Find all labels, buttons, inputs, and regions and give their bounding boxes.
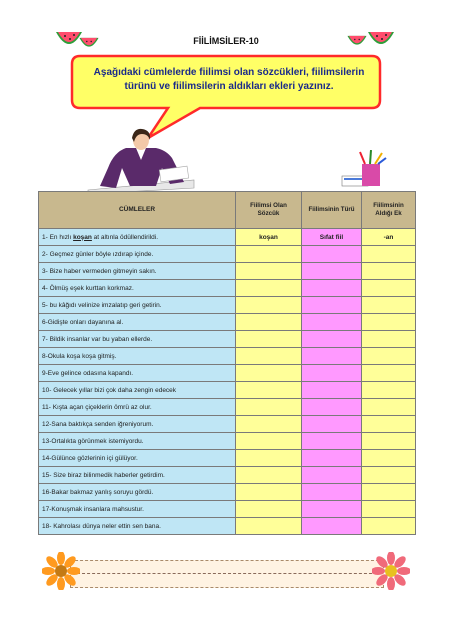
sentence-cell: 12-Sana baktıkça senden iğreniyorum. [39, 416, 236, 433]
word-answer-cell[interactable] [236, 467, 302, 484]
pencil-cup-icon [340, 150, 388, 190]
type-answer-cell[interactable] [302, 348, 362, 365]
table-row [39, 399, 416, 416]
teacher-illustration [86, 128, 196, 194]
suffix-answer-cell[interactable] [362, 314, 416, 331]
sentence-cell: 15- Size biraz bilinmedik haberler getirdim. [39, 467, 236, 484]
word-answer-cell[interactable] [236, 484, 302, 501]
sentence-cell: 6-Gidişte onları dayanına al. [39, 314, 236, 331]
table-row [39, 365, 416, 382]
word-answer-cell[interactable] [236, 433, 302, 450]
example-word: koşan [236, 229, 302, 246]
suffix-answer-cell[interactable] [362, 501, 416, 518]
suffix-answer-cell[interactable] [362, 382, 416, 399]
type-answer-cell[interactable] [302, 416, 362, 433]
type-answer-cell[interactable] [302, 467, 362, 484]
type-answer-cell[interactable] [302, 518, 362, 535]
type-answer-cell[interactable] [302, 399, 362, 416]
sentence-cell: 11- Kışta açan çiçeklerin ömrü az olur. [39, 399, 236, 416]
sentence-cell: 4- Ölmüş eşek kurttan korkmaz. [39, 280, 236, 297]
type-answer-cell[interactable] [302, 433, 362, 450]
table-row [39, 450, 416, 467]
table-row [39, 501, 416, 518]
suffix-answer-cell[interactable] [362, 484, 416, 501]
sentence-cell: 8-Okula koşa koşa gitmiş. [39, 348, 236, 365]
type-answer-cell[interactable] [302, 331, 362, 348]
word-answer-cell[interactable] [236, 348, 302, 365]
sentence-cell: 7- Bildik insanlar var bu yaban ellerde. [39, 331, 236, 348]
answer-strip [70, 560, 384, 588]
type-answer-cell[interactable] [302, 450, 362, 467]
table-row [39, 246, 416, 263]
type-answer-cell[interactable] [302, 501, 362, 518]
fiilimsi-table [38, 191, 416, 535]
type-answer-cell[interactable] [302, 246, 362, 263]
suffix-answer-cell[interactable] [362, 450, 416, 467]
type-answer-cell[interactable] [302, 365, 362, 382]
sentence-cell: 13-Ortalıkta görünmek istemiyordu. [39, 433, 236, 450]
word-answer-cell[interactable] [236, 416, 302, 433]
table-row [39, 416, 416, 433]
header-fiilimsi-olan-sozcuk: Fiilimsi Olan Sözcük [236, 192, 302, 229]
instruction-text: Aşağıdaki cümlelerde fiilimsi olan sözcükleri, fiilimsilerin türünü ve fiilimsilerin aldıkları ekleri yazınız. [93, 67, 365, 92]
suffix-answer-cell[interactable] [362, 331, 416, 348]
type-answer-cell[interactable] [302, 484, 362, 501]
table-row [39, 314, 416, 331]
sentence-cell: 5- bu kâğıdı velinize imzalatıp geri getirin. [39, 297, 236, 314]
word-answer-cell[interactable] [236, 246, 302, 263]
example-type: Sıfat fiil [302, 229, 362, 246]
suffix-answer-cell[interactable] [362, 399, 416, 416]
suffix-answer-cell[interactable] [362, 246, 416, 263]
type-answer-cell[interactable] [302, 263, 362, 280]
sentence-cell: 2- Geçmez günler böyle ızdırap içinde. [39, 246, 236, 263]
suffix-answer-cell[interactable] [362, 365, 416, 382]
table-row [39, 348, 416, 365]
suffix-answer-cell[interactable] [362, 297, 416, 314]
type-answer-cell[interactable] [302, 280, 362, 297]
suffix-answer-cell[interactable] [362, 433, 416, 450]
type-answer-cell[interactable] [302, 382, 362, 399]
orange-flower-icon [42, 552, 80, 590]
table-row [39, 263, 416, 280]
word-answer-cell[interactable] [236, 365, 302, 382]
table-row [39, 297, 416, 314]
suffix-answer-cell[interactable] [362, 467, 416, 484]
suffix-answer-cell[interactable] [362, 518, 416, 535]
word-answer-cell[interactable] [236, 280, 302, 297]
table-header-row [39, 192, 416, 229]
pink-flower-icon [372, 552, 410, 590]
header-cumleler: CÜMLELER [39, 192, 236, 229]
sentence-cell: 10- Gelecek yıllar bizi çok daha zengin edecek [39, 382, 236, 399]
suffix-answer-cell[interactable] [362, 280, 416, 297]
table-row-example [39, 229, 416, 246]
sentence-cell: 9-Eve gelince odasına kapandı. [39, 365, 236, 382]
word-answer-cell[interactable] [236, 297, 302, 314]
page-title: FİİLİMSİLER-10 [193, 36, 259, 46]
suffix-answer-cell[interactable] [362, 348, 416, 365]
word-answer-cell[interactable] [236, 501, 302, 518]
word-answer-cell[interactable] [236, 450, 302, 467]
suffix-answer-cell[interactable] [362, 263, 416, 280]
table-row [39, 382, 416, 399]
word-answer-cell[interactable] [236, 382, 302, 399]
table-row [39, 518, 416, 535]
suffix-answer-cell[interactable] [362, 416, 416, 433]
word-answer-cell[interactable] [236, 331, 302, 348]
sentence-cell: 3- Bize haber vermeden gitmeyin sakın. [39, 263, 236, 280]
type-answer-cell[interactable] [302, 297, 362, 314]
table-row [39, 331, 416, 348]
sentence-cell: 14-Gülünce gözlerinin içi gülüyor. [39, 450, 236, 467]
sentence-cell: 18- Kahrolası dünya neler ettin sen bana. [39, 518, 236, 535]
sentence-cell: 16-Bakar bakmaz yanlış soruyu gördü. [39, 484, 236, 501]
type-answer-cell[interactable] [302, 314, 362, 331]
word-answer-cell[interactable] [236, 518, 302, 535]
table-row [39, 280, 416, 297]
example-sentence: 1- En hızlı koşan at altınla ödüllendirildi. [39, 229, 236, 246]
header-fiilimsinin-turu: Fiilimsinin Türü [302, 192, 362, 229]
sentence-cell: 17-Konuşmak insanlara mahsustur. [39, 501, 236, 518]
word-answer-cell[interactable] [236, 263, 302, 280]
word-answer-cell[interactable] [236, 399, 302, 416]
table-row [39, 467, 416, 484]
table-row [39, 433, 416, 450]
example-suffix: -an [362, 229, 416, 246]
word-answer-cell[interactable] [236, 314, 302, 331]
table-row [39, 484, 416, 501]
header-fiilimsinin-aldigi-ek: Fiilimsinin Aldığı Ek [362, 192, 416, 229]
